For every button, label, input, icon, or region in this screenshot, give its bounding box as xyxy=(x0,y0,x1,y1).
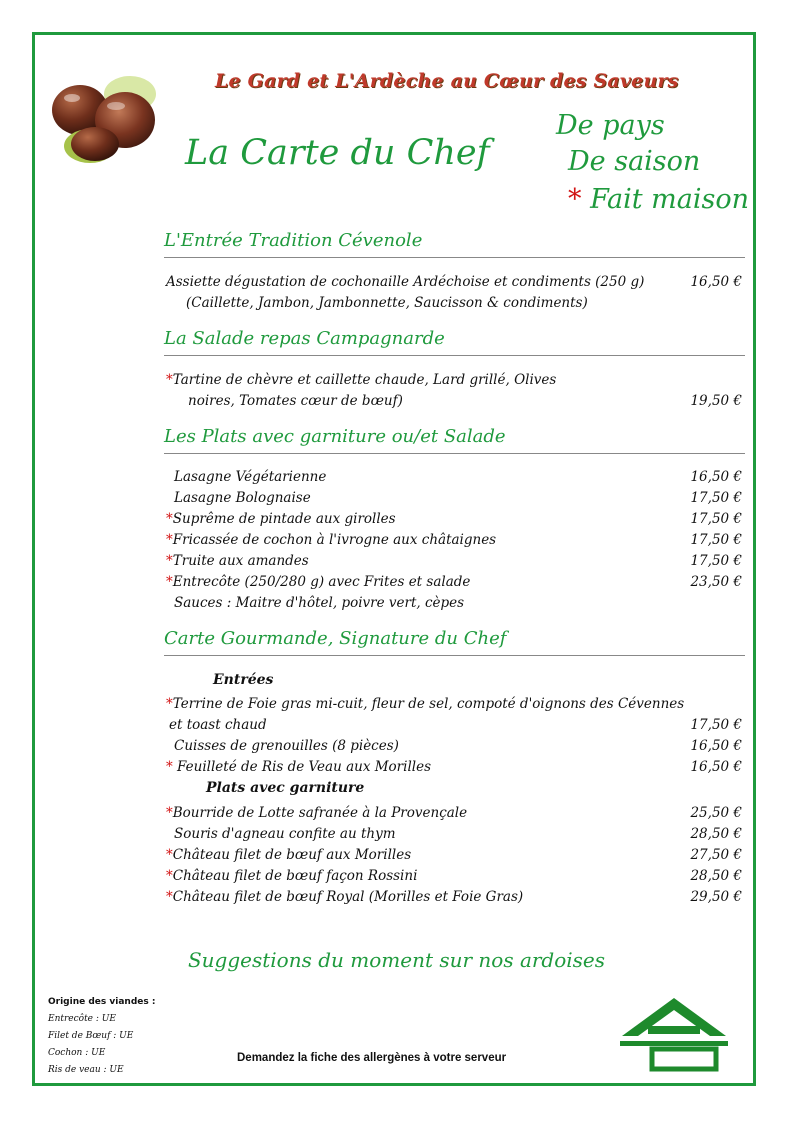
menu-item xyxy=(166,469,742,489)
meat-origin-line: Cochon : UE xyxy=(48,1048,106,1058)
star-marker: * xyxy=(166,889,173,905)
menu-item-name: Lasagne Bolognaise xyxy=(174,490,311,506)
menu-item-salade-line-2 xyxy=(166,393,742,413)
menu-item-name: Assiette dégustation de cochonaille Ardéchoise et condiments (250 g) xyxy=(166,274,645,290)
subheading-entrees: Entrées xyxy=(213,672,274,688)
star-marker: * xyxy=(166,511,173,527)
menu-item-price: 27,50 € xyxy=(690,847,742,863)
menu-item-name-cont: noires, Tomates cœur de bœuf) xyxy=(188,393,403,409)
menu-item-name: Fricassée de cochon à l'ivrogne aux châtaignes xyxy=(172,532,497,548)
house-logo-icon xyxy=(618,994,730,1076)
slogan-de-pays: De pays xyxy=(556,110,665,141)
menu-item-label xyxy=(166,889,523,909)
menu-item xyxy=(166,532,742,552)
slogan-fait-maison-label: Fait maison xyxy=(590,184,749,215)
menu-item-price: 17,50 € xyxy=(690,511,742,527)
menu-item-name: Bourride de Lotte safranée à la Provençale xyxy=(172,805,468,821)
star-marker: * xyxy=(166,847,173,863)
menu-item-assiette xyxy=(166,274,742,294)
menu-item-name: Lasagne Végétarienne xyxy=(174,469,327,485)
menu-item-label xyxy=(166,759,431,779)
menu-item xyxy=(166,511,742,531)
menu-item-price: 23,50 € xyxy=(690,574,742,590)
menu-item-price: 17,50 € xyxy=(690,532,742,548)
menu-item-detail xyxy=(186,295,762,315)
menu-item-name: Terrine de Foie gras mi-cuit, fleur de sel, compoté d'oignons des Cévennes xyxy=(172,696,685,712)
menu-item-price: 29,50 € xyxy=(690,889,742,905)
menu-item-name: Feuilleté de Ris de Veau aux Morilles xyxy=(172,759,432,775)
slogan-de-saison: De saison xyxy=(568,146,701,177)
menu-item-name: Tartine de chèvre et caillette chaude, Lard grillé, Olives xyxy=(172,372,557,388)
star-marker: * xyxy=(166,532,173,548)
menu-item-detail-text: (Caillette, Jambon, Jambonnette, Saucisson & condiments) xyxy=(186,295,588,311)
menu-item-name: Château filet de bœuf façon Rossini xyxy=(172,868,418,884)
menu-item-name: Château filet de bœuf Royal (Morilles et Foie Gras) xyxy=(172,889,524,905)
menu-item-label xyxy=(166,826,396,846)
menu-item-name: Truite aux amandes xyxy=(172,553,309,569)
slogan-fait-maison xyxy=(568,184,749,215)
sauces-text: Sauces : Maitre d'hôtel, poivre vert, cèpes xyxy=(174,595,465,611)
menu-item-label xyxy=(166,847,411,867)
menu-item xyxy=(166,553,742,573)
star-marker: * xyxy=(166,759,173,775)
menu-item-label xyxy=(166,511,396,531)
menu-item xyxy=(166,759,742,779)
allergen-note: Demandez la fiche des allergènes à votre serveur xyxy=(237,1052,507,1064)
suggestions-banner: Suggestions du moment sur nos ardoises xyxy=(187,948,606,972)
page-title: La Carte du Chef xyxy=(185,133,490,173)
star-marker: * xyxy=(166,696,173,712)
section-title-salade: La Salade repas Campagnarde xyxy=(164,328,745,356)
menu-item-label xyxy=(166,532,496,552)
menu-item xyxy=(166,490,742,510)
menu-item-name: Château filet de bœuf aux Morilles xyxy=(172,847,412,863)
meat-origin-block xyxy=(48,994,155,1079)
meat-origin-line: Ris de veau : UE xyxy=(48,1065,124,1075)
sauces-note xyxy=(174,595,750,615)
menu-item-label xyxy=(166,805,467,825)
menu-item-terrine-line-2 xyxy=(166,717,742,737)
menu-item-price: 28,50 € xyxy=(690,868,742,884)
section-title-plats: Les Plats avec garniture ou/et Salade xyxy=(164,426,745,454)
menu-item xyxy=(166,805,742,825)
meat-origin-heading: Origine des viandes : xyxy=(48,997,156,1007)
menu-item-label xyxy=(166,868,417,888)
menu-item-price: 16,50 € xyxy=(690,759,742,775)
star-marker: * xyxy=(166,868,173,884)
menu-item-label xyxy=(166,738,399,758)
menu-item-price: 16,50 € xyxy=(690,469,742,485)
menu-item xyxy=(166,738,742,758)
menu-item-price: 28,50 € xyxy=(690,826,742,842)
menu-item-price: 19,50 € xyxy=(690,393,742,409)
menu-item xyxy=(166,826,742,846)
menu-item xyxy=(166,574,742,594)
menu-item-price: 25,50 € xyxy=(690,805,742,821)
star-marker: * xyxy=(166,553,173,569)
menu-item-price: 17,50 € xyxy=(690,553,742,569)
menu-item-price: 17,50 € xyxy=(690,490,742,506)
menu-item-label xyxy=(166,469,326,489)
menu-item-name: Cuisses de grenouilles (8 pièces) xyxy=(174,738,399,754)
menu-item-name: Souris d'agneau confite au thym xyxy=(174,826,396,842)
menu-item-name: Entrecôte (250/280 g) avec Frites et salade xyxy=(172,574,471,590)
section-title-entree: L'Entrée Tradition Cévenole xyxy=(164,230,745,258)
menu-item-price: 16,50 € xyxy=(690,274,742,290)
menu-item-name: Suprême de pintade aux girolles xyxy=(172,511,396,527)
menu-item xyxy=(166,889,742,909)
menu-item-price: 16,50 € xyxy=(690,738,742,754)
menu-item-salade-line-1 xyxy=(166,372,742,392)
star-marker: * xyxy=(166,805,173,821)
subheading-plats: Plats avec garniture xyxy=(206,780,365,796)
menu-item xyxy=(166,868,742,888)
menu-item-terrine-line-1 xyxy=(166,696,742,716)
star-marker: * xyxy=(166,372,173,388)
menu-item xyxy=(166,847,742,867)
star-marker: * xyxy=(166,574,173,590)
menu-item-label xyxy=(166,490,311,510)
meat-origin-line: Entrecôte : UE xyxy=(48,1014,116,1024)
chestnut-illustration xyxy=(50,72,165,167)
meat-origin-line: Filet de Bœuf : UE xyxy=(48,1031,134,1041)
menu-item-name-cont: et toast chaud xyxy=(169,717,267,733)
tagline: Le Gard et L'Ardèche au Cœur des Saveurs xyxy=(215,70,679,92)
menu-item-price: 17,50 € xyxy=(690,717,742,733)
menu-item-label xyxy=(166,574,470,594)
section-title-gourmande: Carte Gourmande, Signature du Chef xyxy=(164,628,745,656)
star-marker: * xyxy=(568,184,582,215)
menu-item-label xyxy=(166,553,309,573)
